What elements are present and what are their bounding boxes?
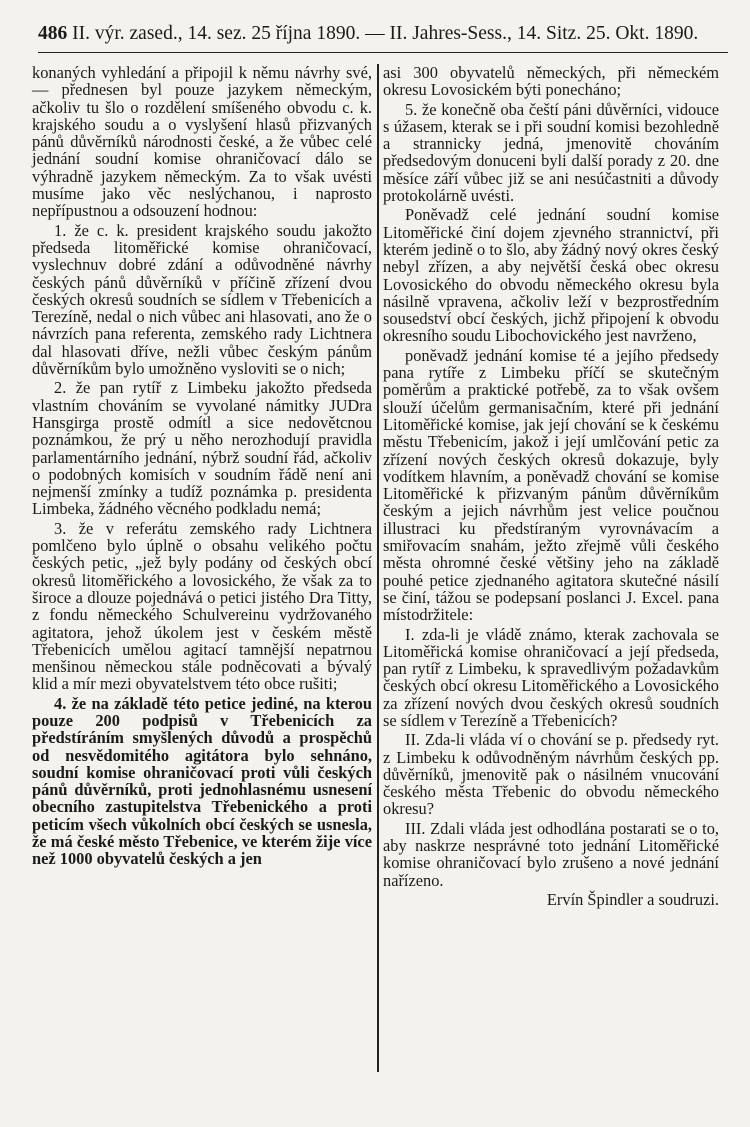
- paragraph: II. Zda-li vláda ví o chování se p. předsedy ryt. z Limbeku k odůvodněným návrhům českých pp. důvěrníků, jmenovitě pak o násilném vnucování českého města Třebenic do obvodu německého okresu?: [383, 730, 719, 819]
- signature: Ervín Špindler a soudruzi.: [546, 889, 719, 909]
- paragraph: 2. že pan rytíř z Limbeku jakožto předseda vlastním chováním se vyvolané námitky JUDra Hansgirga prostě odmítl a sice nedovětcnou poznámkou, že prý u něho nerozhodují pravidla parlamentárního jednání, nýbrž soudní řád, ačkoliv o podobných komisích v soudním řádě není ani nejmenší zmínky a tudíž poznámka p. presidenta Limbeka, žádného věcného podkladu nemá;: [32, 378, 372, 519]
- right-column: [383, 64, 719, 910]
- paragraph: poněvadž jednání komise té a jejího předsedy pana rytíře z Limbeku příčí se skutečným poměrům a praktické potřebě, za to však ovšem slouží účelům germanisačním, které při jednání Litoměřické komise, jak její chování se k českému městu Třebenicím, jakož i její umlčování petic za zřízení nových českých okresů dokazuje, byly vodítkem hlavním, a poněvadž chování se komise Litoměřické k přizvaným pánům důvěrníkům českým a jejich návrhům jest velice poučnou illustraci ku předstíraným vyrovnávacím a smiřovacím snahám, ježto zřejmě vůli českého města ohromné české většiny jeho na základě pouhé petice zjednaného agitatora skutečné násilí se činí, tážou se podepsaní poslanci J. Excel. pana místodržitele:: [383, 345, 719, 625]
- paragraph: 4. že na základě této petice jediné, na kterou pouze 200 podpisů v Třebenicích za předstíráním smyšlených důvodů a prospěchů od nesvědomitého agitátora bylo sehnáno, soudní komise ohraničovací proti vůli českých pánů důvěrníků, proti jednohlasnému usnesení obecního zastupitelstva Třebenického a proti peticím všech vůkolních obcí českých se usnesla, že má české město Třebenice, ve kterém žije více než 1000 obyvatelů českých a jen: [32, 693, 372, 869]
- paragraph: 5. že konečně oba čeští páni důvěrníci, vidouce s úžasem, kterak se i při soudní komisi bezohledně a strannicky jedná, jmenovitě chováním předsedovým donuceni byli další porady z 20. dne měsíce září vůbec již se ani nesúčastniti a důvody protokolárně uvésti.: [383, 99, 719, 206]
- left-column: [32, 64, 372, 870]
- paragraph: Poněvadž celé jednání soudní komise Litoměřické činí dojem zjevného strannictví, při kterém jedině o to šlo, aby žádný nový okres český nebyl zřízen, a aby největší česká obec okresu Lovosického do obvodu německého okresu byla násilně vpravena, ačkoliv leží v bezprostředním sousedství obcí českých, jichž připojení k obvodu okresního soudu Libochovického jest navrženo,: [383, 205, 719, 346]
- page-number: 486: [38, 23, 68, 44]
- header-text: II. výr. zased., 14. sez. 25 října 1890. — II. Jahres-Sess., 14. Sitz. 25. Okt. 1890.: [72, 23, 699, 44]
- paragraph: asi 300 obyvatelů německých, při německém okresu Lovosickém býti ponecháno;: [383, 63, 719, 100]
- paragraph: 3. že v referátu zemského rady Lichtnera pomlčeno bylo úplně o obsahu velikého počtu českých petic, „jež byly podány od českých obcí okresů litoměřického a lovosického, že však za to široce a dlouze pojednává o petici jistého Dra Titty, z fondu německého Schulvereinu vydržovaného agitatora, jehož úkolem jest v českém městě Třebenicích umělou agitací tamnější nepatrnou menšinou německou stále podněcovati a bývalý klid a mír mezi obyvatelstvem této obce rušiti;: [32, 518, 372, 694]
- column-divider: [377, 64, 379, 1072]
- page-header: [38, 16, 728, 53]
- paragraph: 1. že c. k. president krajského soudu jakožto předseda litoměřické komise ohraničovací, vyslechnuv dobré zdání a odůvodněné návrhy českých pánů důvěrníků v příčině zřízení dvou českých okresů soudních se sídlem v Třebenicích a Terezíně, nedal o nich vůbec ani hlasovati, ano že o návrzích pana referenta, zemského rady Lichtnera dal hlasovati dříve, nežli vůbec českým pánům důvěrníkům bylo umožněno vysloviti se o nich;: [32, 220, 372, 379]
- paragraph: konaných vyhledání a připojil k němu návrhy své, — přednesen byl pouze jazykem německým, ačkoliv tu šlo o rozdělení smíšeného obvodu c. k. krajského soudu a o vyslyšení hlasů přizvaných pánů důvěrníků národnosti české, a že vůbec celé jednání soudní komise ohraničovací dálo se výhradně jazykem německým. Za to však uvésti musíme jako věc neslýchanou, i naprosto nepřípustnou a odsouzení hodnou:: [32, 63, 372, 221]
- paragraph: III. Zdali vláda jest odhodlána postarati se o to, aby naskrze nesprávné toto jednání Litoměřické komise ohraničovací bylo zrušeno a nové jednání nařízeno.: [383, 818, 719, 890]
- paragraph: I. zda-li je vládě známo, kterak zachovala se Litoměřická komise ohraničovací a její předseda, pan rytíř z Limbeku, k spravedlivým požadavkům českých obcí okresu Litoměřického a Lovosického za zřízení nových dvou českých okresů soudních se sídlem v Terezíně a Třebenicích?: [383, 624, 719, 730]
